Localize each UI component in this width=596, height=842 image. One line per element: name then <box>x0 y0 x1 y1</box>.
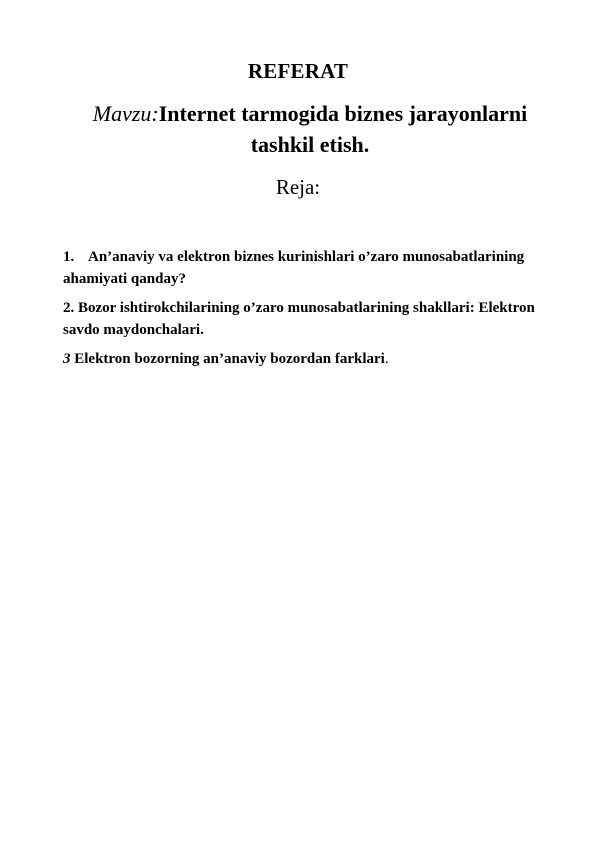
document-title: REFERAT <box>247 59 349 83</box>
plan-item-text: Bozor ishtirokchilarining o’zaro munosabatlarining shakllari: Elektron savdo maydonchalari. <box>63 300 535 338</box>
plan-item-number: 3 <box>63 351 71 367</box>
plan-heading: Reja: <box>275 175 321 199</box>
plan-item-text: Elektron bozorning an’anaviy bozordan farklari <box>74 351 385 367</box>
plan-item-2 <box>63 297 573 341</box>
plan-item-1 <box>63 246 573 290</box>
plan-item-3 <box>63 348 573 370</box>
plan-item-text: An’anaviy va elektron biznes kurinishlari o’zaro munosabatlarining ahamiyati qanday? <box>63 249 525 287</box>
topic-line <box>60 98 560 160</box>
topic-label: Mavzu: <box>92 101 159 126</box>
plan-item-number: 2. <box>63 300 75 316</box>
topic-text: Internet tarmogida biznes jarayonlarni tashkil etish. <box>158 101 528 157</box>
plan-item-trailing: . <box>384 351 389 367</box>
plan-item-number: 1. <box>63 249 75 265</box>
plan-list <box>63 246 573 377</box>
